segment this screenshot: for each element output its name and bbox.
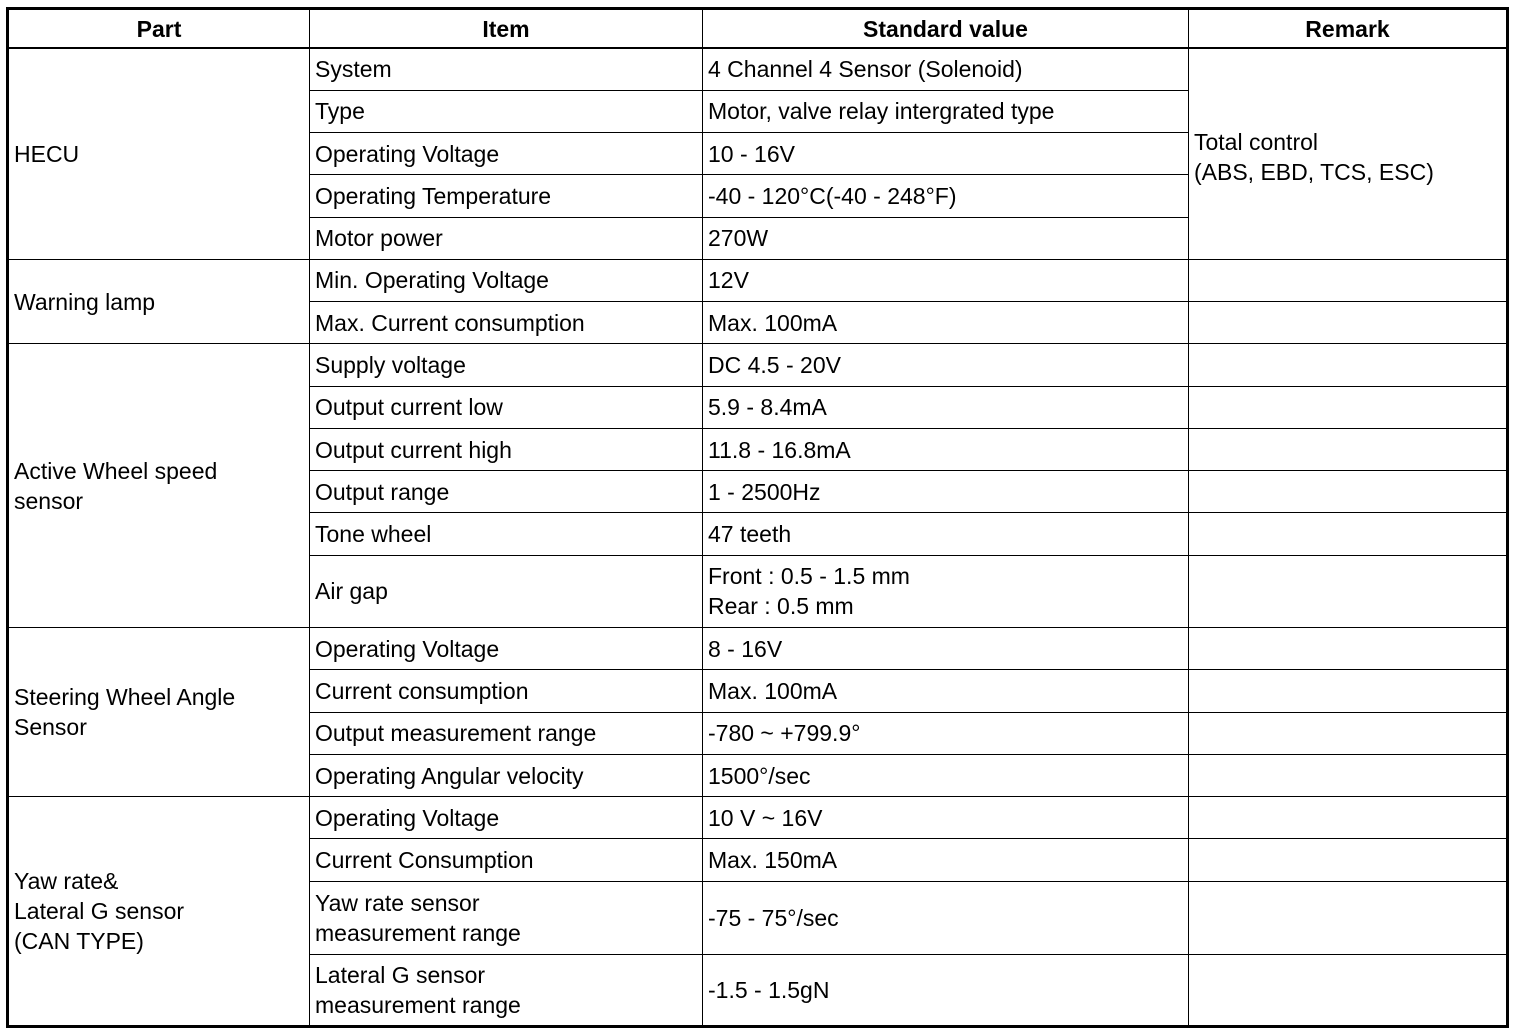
value-cell: Front : 0.5 - 1.5 mm Rear : 0.5 mm — [703, 555, 1189, 627]
remark-cell — [1189, 386, 1508, 428]
part-cell-steering-angle-sensor: Steering Wheel Angle Sensor — [8, 628, 310, 797]
table-row — [8, 259, 1508, 301]
item-cell: Min. Operating Voltage — [310, 259, 703, 301]
remark-cell — [1189, 797, 1508, 839]
table-row — [8, 344, 1508, 386]
item-cell: Motor power — [310, 217, 703, 259]
header-remark: Remark — [1189, 9, 1508, 49]
remark-cell — [1189, 955, 1508, 1027]
value-cell: 270W — [703, 217, 1189, 259]
part-cell-warning-lamp: Warning lamp — [8, 259, 310, 344]
item-cell: Operating Angular velocity — [310, 754, 703, 796]
spec-table — [6, 7, 1509, 1028]
value-cell: Max. 100mA — [703, 670, 1189, 712]
header-item: Item — [310, 9, 703, 49]
item-cell: Output range — [310, 471, 703, 513]
item-cell: Type — [310, 90, 703, 132]
table-row — [8, 48, 1508, 90]
part-cell-hecu: HECU — [8, 48, 310, 259]
item-cell: System — [310, 48, 703, 90]
remark-cell — [1189, 471, 1508, 513]
value-cell: 5.9 - 8.4mA — [703, 386, 1189, 428]
value-cell: 1500°/sec — [703, 754, 1189, 796]
value-cell: 10 V ~ 16V — [703, 797, 1189, 839]
value-cell: DC 4.5 - 20V — [703, 344, 1189, 386]
remark-cell — [1189, 712, 1508, 754]
item-cell: Operating Voltage — [310, 133, 703, 175]
value-cell: 10 - 16V — [703, 133, 1189, 175]
value-cell: -780 ~ +799.9° — [703, 712, 1189, 754]
header-standard-value: Standard value — [703, 9, 1189, 49]
remark-cell-hecu: Total control (ABS, EBD, TCS, ESC) — [1189, 48, 1508, 259]
item-cell: Current consumption — [310, 670, 703, 712]
value-cell: 12V — [703, 259, 1189, 301]
remark-cell — [1189, 754, 1508, 796]
value-cell: 47 teeth — [703, 513, 1189, 555]
remark-cell — [1189, 670, 1508, 712]
part-cell-yaw-lateral-g-sensor: Yaw rate& Lateral G sensor (CAN TYPE) — [8, 797, 310, 1027]
table-row — [8, 797, 1508, 839]
item-cell: Output measurement range — [310, 712, 703, 754]
item-cell: Max. Current consumption — [310, 302, 703, 344]
item-cell: Lateral G sensor measurement range — [310, 955, 703, 1027]
remark-cell — [1189, 344, 1508, 386]
remark-cell — [1189, 428, 1508, 470]
item-cell: Output current high — [310, 428, 703, 470]
remark-cell — [1189, 513, 1508, 555]
remark-cell — [1189, 628, 1508, 670]
table-row — [8, 628, 1508, 670]
part-cell-wheel-speed-sensor: Active Wheel speed sensor — [8, 344, 310, 628]
item-cell: Output current low — [310, 386, 703, 428]
value-cell: 8 - 16V — [703, 628, 1189, 670]
item-cell: Tone wheel — [310, 513, 703, 555]
value-cell: 11.8 - 16.8mA — [703, 428, 1189, 470]
remark-cell — [1189, 259, 1508, 301]
item-cell: Operating Voltage — [310, 797, 703, 839]
item-cell: Operating Temperature — [310, 175, 703, 217]
item-cell: Operating Voltage — [310, 628, 703, 670]
header-row — [8, 9, 1508, 49]
value-cell: -75 - 75°/sec — [703, 881, 1189, 954]
value-cell: -40 - 120°C(-40 - 248°F) — [703, 175, 1189, 217]
value-cell: 4 Channel 4 Sensor (Solenoid) — [703, 48, 1189, 90]
remark-cell — [1189, 881, 1508, 954]
value-cell: Max. 100mA — [703, 302, 1189, 344]
remark-cell — [1189, 555, 1508, 627]
value-cell: Max. 150mA — [703, 839, 1189, 881]
item-cell: Yaw rate sensor measurement range — [310, 881, 703, 954]
value-cell: -1.5 - 1.5gN — [703, 955, 1189, 1027]
remark-cell — [1189, 302, 1508, 344]
value-cell: Motor, valve relay intergrated type — [703, 90, 1189, 132]
value-cell: 1 - 2500Hz — [703, 471, 1189, 513]
item-cell: Air gap — [310, 555, 703, 627]
item-cell: Current Consumption — [310, 839, 703, 881]
item-cell: Supply voltage — [310, 344, 703, 386]
remark-cell — [1189, 839, 1508, 881]
header-part: Part — [8, 9, 310, 49]
